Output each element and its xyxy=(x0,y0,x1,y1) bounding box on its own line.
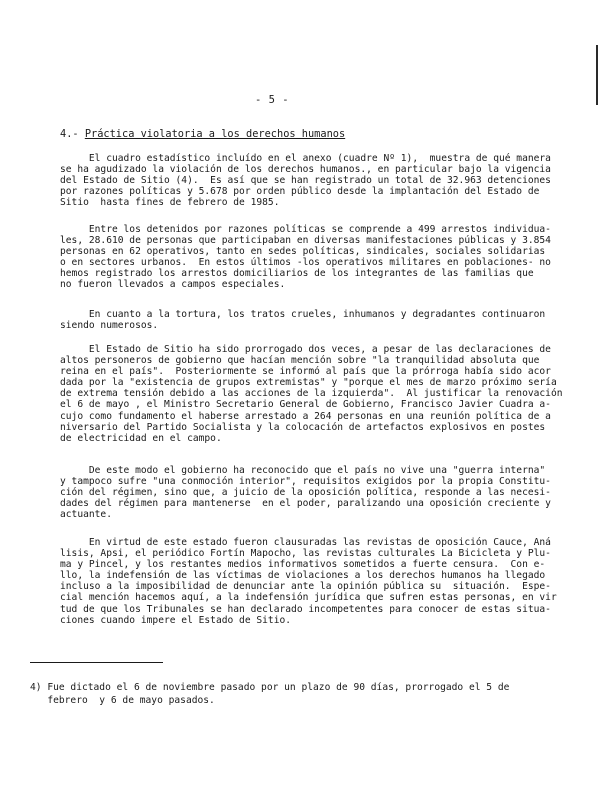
paragraph-line: de electricidad en el campo. xyxy=(60,432,222,444)
section-number: 4.- xyxy=(60,128,85,140)
paragraph-line: se ha agudizado la violación de los derechos humanos., en particular bajo la vigencia xyxy=(60,164,551,176)
paragraph-line: reina en el país". Posteriormente se informó al país que la prórroga había sido acor xyxy=(60,366,551,378)
paragraph-line: ma y Pincel, y los restantes medios informativos sometidos a fuerte censura. Con e- xyxy=(60,559,546,571)
paragraph-line: siendo numerosos. xyxy=(60,320,159,332)
paragraph-government-position xyxy=(60,465,556,520)
section-title-text: Práctica violatoria a los derechos humanos xyxy=(84,128,346,140)
paragraph-line: por razones políticas y 5.678 por orden público desde la implantación del Estado de xyxy=(60,186,540,198)
scan-edge-mark xyxy=(596,45,598,105)
footnote-line: febrero y 6 de mayo pasados. xyxy=(30,695,215,706)
paragraph-line: ción del régimen, sino que, a juicio de la oposición política, responde a las necesi- xyxy=(60,487,551,499)
paragraph-line: les, 28.610 de personas que participaban en diversas manifestaciones públicas y 3.854 xyxy=(60,235,551,247)
footnote-line: 4) Fue dictado el 6 de noviembre pasado por un plazo de 90 días, prorrogado el 5 de xyxy=(30,682,510,693)
paragraph-line: niversario del Partido Socialista y la colocación de artefactos explosivos en postes xyxy=(60,421,546,433)
footnote xyxy=(30,681,509,707)
paragraph-detainees xyxy=(60,224,556,291)
paragraph-line: Sitio hasta fines de febrero de 1985. xyxy=(60,197,280,209)
paragraph-line: dada por la "existencia de grupos extremistas" y "porque el mes de marzo próximo sería xyxy=(60,377,557,389)
paragraph-line: El cuadro estadístico incluído en el anexo (cuadre Nº 1), muestra de qué manera xyxy=(60,153,551,164)
paragraph-state-of-siege xyxy=(60,344,563,444)
paragraph-line: lisis, Apsi, el periódico Fortín Mapocho, las revistas culturales La Bicicleta y Plu- xyxy=(60,548,551,560)
paragraph-censorship xyxy=(60,537,556,626)
paragraph-line: altos personeros de gobierno que hacían mención sobre "la tranquilidad absoluta que xyxy=(60,355,540,367)
paragraph-line: En cuanto a la tortura, los tratos crueles, inhumanos y degradantes continuaron xyxy=(60,309,546,320)
paragraph-line: Entre los detenidos por razones políticas se comprende a 499 arrestos individua- xyxy=(60,224,551,235)
paragraph-line: cujo como fundamento el haberse arrestado a 264 personas en una reunión política de a xyxy=(60,410,551,422)
paragraph-statistics xyxy=(60,153,556,208)
paragraph-line: personas en 62 operativos, tanto en sedes políticas, sindicales, sociales solidarias xyxy=(60,246,546,258)
paragraph-line: y tampoco sufre "una conmoción interior", requisitos exigidos por la propia Constitu- xyxy=(60,476,551,488)
paragraph-line: o en sectores urbanos. En estos últimos -los operativos militares en poblaciones- no xyxy=(60,257,551,269)
paragraph-line: llo, la indefensión de las víctimas de violaciones a los derechos humanos ha llegado xyxy=(60,570,546,582)
paragraph-line: De este modo el gobierno ha reconocido que el país no vive una "guerra interna" xyxy=(60,465,546,476)
paragraph-line: del Estado de Sitio (4). Es así que se han registrado un total de 32.963 detenciones xyxy=(60,175,551,187)
paragraph-line: El Estado de Sitio ha sido prorrogado dos veces, a pesar de las declaraciones de xyxy=(60,344,551,355)
paragraph-line: actuante. xyxy=(60,509,112,521)
paragraph-line: el 6 de mayo , el Ministro Secretario General de Gobierno, Francisco Javier Cuadra a- xyxy=(60,399,551,411)
paragraph-line: tud de que los Tribunales se han declarado incompetentes para conocer de estas situa- xyxy=(60,603,551,615)
paragraph-line: hemos registrado los arrestos domiciliarios de los integrantes de las familias que xyxy=(60,268,534,280)
page-number: - 5 - xyxy=(255,94,290,106)
paragraph-line: no fueron llevados a campos especiales. xyxy=(60,279,286,291)
section-heading xyxy=(60,128,345,141)
paragraph-line: En virtud de este estado fueron clausuradas las revistas de oposición Cauce, Aná xyxy=(60,537,551,548)
paragraph-line: cial mención hacemos aquí, a la indefensión jurídica que sufren estas personas, en vir xyxy=(60,592,557,604)
paragraph-line: dades del régimen para mantenerse en el poder, paralizando una oposición creciente y xyxy=(60,498,551,510)
paragraph-line: ciones cuando impere el Estado de Sitio. xyxy=(60,614,292,626)
footnote-separator xyxy=(30,662,163,663)
paragraph-torture xyxy=(60,309,556,331)
paragraph-line: de extrema tensión debido a las acciones de la izquierda". Al justificar la renovación xyxy=(60,388,563,400)
paragraph-line: incluso a la imposibilidad de denunciar ante la opinión pública su situación. Espe- xyxy=(60,581,551,593)
